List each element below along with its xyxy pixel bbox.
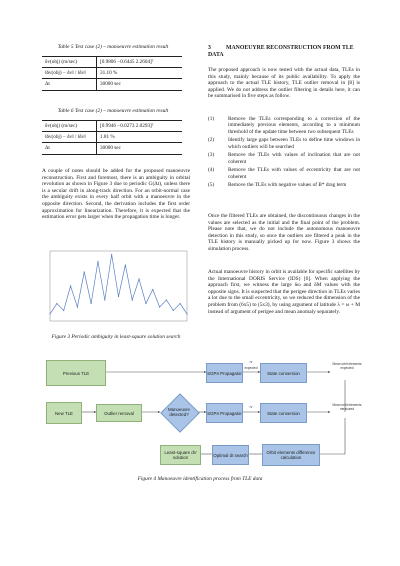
table-cell-label: Δt xyxy=(42,143,97,154)
step-text: Remove the TLEs corresponding to a correction of the immediately previous elements, according to a minimum threshold of the update time between two subsequent TLEs xyxy=(228,116,360,135)
right-intro: The proposed approach is now tested with the actual data, TLEs in this study, mainly because of its public availability. To apply the approach to the actual TLE history, TLE outlier removal in [8] is applied. We do not address the outlier filtering in details here, it can be summarised in five steps as follow. xyxy=(208,67,360,100)
manoeuvre-detected-label: Manoeuvre detected? xyxy=(168,407,190,417)
table-cell-value: 30000 sec xyxy=(97,79,183,90)
least-square-box: Least-square dV solution xyxy=(160,445,201,465)
left-paragraph: A couple of notes should be added for the proposed manoeuvre reconstruction. First and foremost, there is an ambiguity in orbital revolution as shown in Figure 3 due to periodic G(Δt), unless there is a secular drift in along-track direction. For an orbit-normal case the ambiguity exists in every half orbit with a manoeuvre in the opposite direction. Second, the derivation includes the first order approximation for linearization. Therefore, it is expected that the estimation error gets larger when the propagation time is longer. xyxy=(42,168,190,221)
step-number: (1) xyxy=(208,116,215,122)
section-number: 3 xyxy=(208,45,211,51)
new-tle-box: New TLE xyxy=(46,402,82,424)
figure3-caption: Figure 3 Periodic ambiguity in least-square solution search xyxy=(51,334,181,340)
table-cell-label: ‖δv(obj) − δv‖ / ‖δv‖ xyxy=(42,132,97,143)
mean-elements-measured-label: Mean orbit elements measured xyxy=(332,403,362,411)
rv-expected-label: expected xyxy=(244,366,258,370)
orbit-difference-box: Orbit elements difference calculation xyxy=(262,444,320,466)
step-text: Identify large gaps between TLEs to define time windows in which outliers will be searched xyxy=(228,137,360,150)
rv-label-1: rv xyxy=(249,360,253,364)
previous-tle-box: Previous TLE xyxy=(46,360,106,386)
section-title: MANOEUYRE RECONSTRUCTION FROM TLE DATA xyxy=(208,45,354,58)
table-cell-value: 30000 sec xyxy=(97,143,183,154)
table-cell-value: [0.9946 −0.0273 2.0293]ᵀ xyxy=(97,121,183,132)
state-conversion-box-2: State conversion xyxy=(260,403,307,423)
table-cell-label: δv(obj) (m/sec) xyxy=(42,57,97,68)
table-cell-value: 1.81 % xyxy=(97,132,183,143)
right-paragraph-2: Once the filtered TLEs are obtained, the discontinuous changes in the values are selected as the initial and the final point of the problem. Please note that, we do not include the autonomous manoeuvre detection in this study, so once the outliers are filtered a peak in the TLE history is manually picked up for now. Figure 3 shows the simulation process. xyxy=(208,213,360,252)
mean-elements-expected-label: Mean orbit elements expected xyxy=(332,362,362,370)
table-cell-label: δv(obj) (m/sec) xyxy=(42,121,97,132)
step-text: Remove the TLEs with negative values of B* drag term xyxy=(228,182,347,189)
step-number: (3) xyxy=(208,152,215,159)
sgp4-propagator-box-1: SGP4 Propagator xyxy=(206,363,243,383)
optimal-dt-box: Optimal dt search xyxy=(212,445,249,465)
step-number: (2) xyxy=(208,137,215,144)
step-text: Remove the TLEs with values of inclination that are not coherent xyxy=(228,152,360,165)
table-cell-value: [0.9806 −0.6445 2.2604]ᵀ xyxy=(97,57,183,68)
table6-caption: Table 6 Test case (2) – manoeuvre estimation result xyxy=(57,108,169,114)
table-cell-label: Δt xyxy=(42,79,97,90)
step-number: (4) xyxy=(208,167,215,174)
figure4-caption: Figure 4 Manoeuvre identification process from TLE data xyxy=(137,476,263,482)
right-paragraph-3: Actual manoeuvre history in orbit is available for specific satellites by the International DORIS Service (IDS) [6]. When applying the approach first, we witness the large δω and δM values with the opposite signs. It is suspected that the perigee direction in TLEs varies a lot due to the small eccentricity, so we reduced the dimension of the problem from (6x5) to (5x3), by using argument of latitude λ = ω + M instead of argument of perigee and mean anomaly separately. xyxy=(208,269,361,315)
rv-label-2: rv xyxy=(249,405,253,409)
sgp4-propagator-box-2: SGP4 Propagator xyxy=(206,403,243,423)
state-conversion-box-1: State conversion xyxy=(260,363,307,383)
outlier-removal-box: Outlier removal xyxy=(96,404,142,422)
table-cell-value: 31.10 % xyxy=(97,68,183,79)
table-cell-label: ‖δv(obj) − δv‖ / ‖δv‖ xyxy=(42,68,97,79)
step-text: Remove the TLEs with values of eccentricity that are not coherent xyxy=(228,167,360,180)
step-number: (5) xyxy=(208,182,215,189)
table5-caption: Table 5 Test case (2) – manoeuvre estimation result xyxy=(57,44,169,50)
